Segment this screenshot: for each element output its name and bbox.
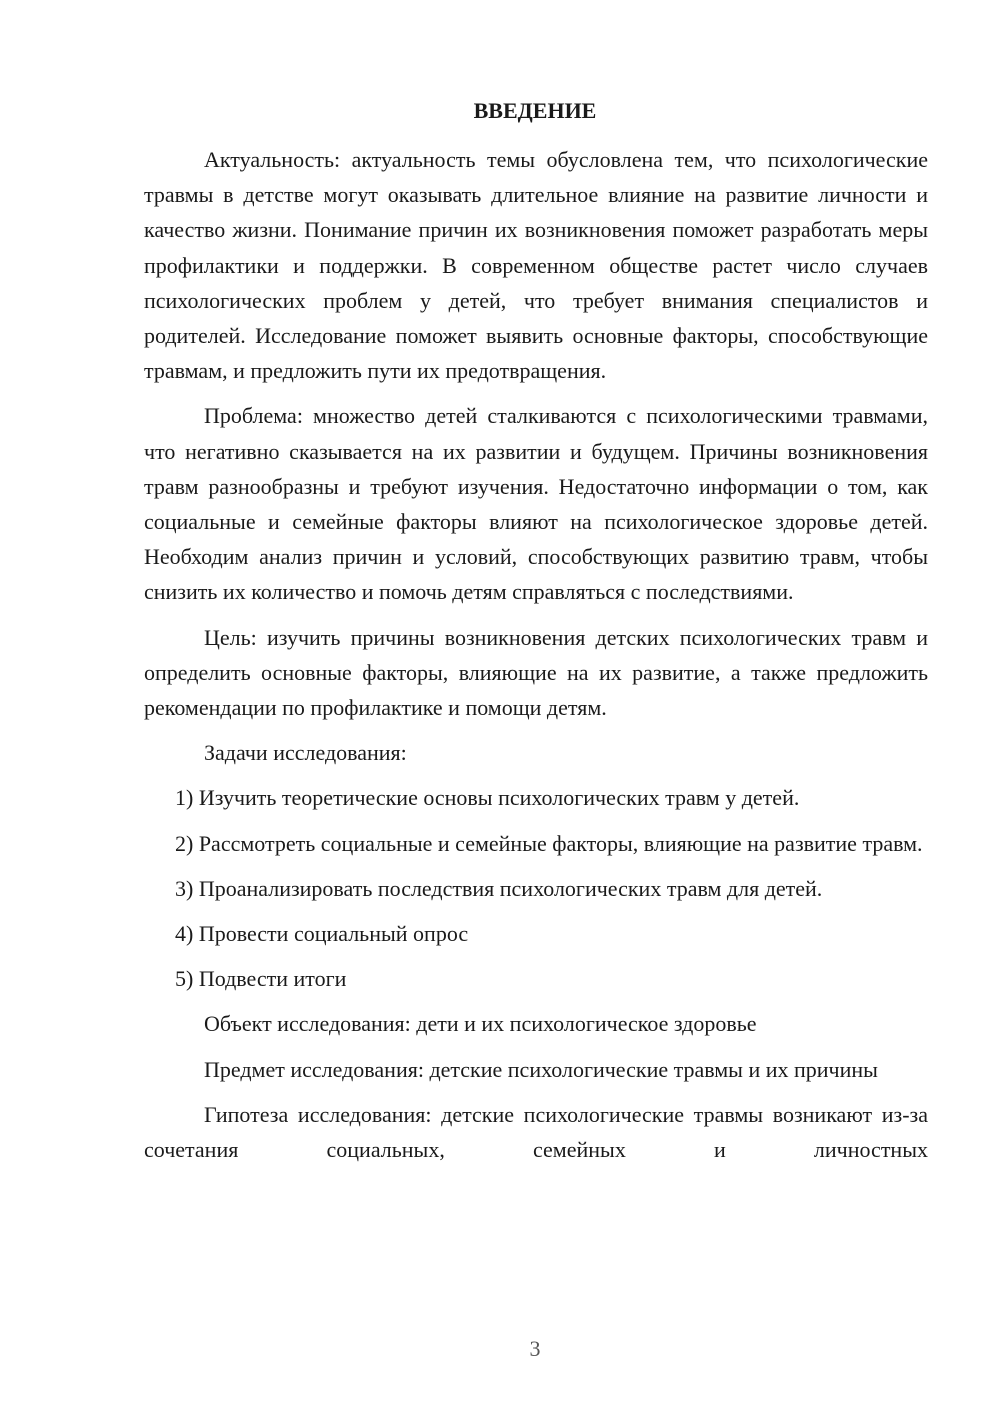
page-title: ВВЕДЕНИЕ	[473, 98, 597, 123]
paragraph-tasks-title: Задачи исследования:	[204, 740, 407, 766]
task-item-2: 2) Рассмотреть социальные и семейные факторы, влияющие на развитие травм.	[175, 830, 923, 856]
document-body	[144, 142, 928, 1177]
paragraph-object: Объект исследования: дети и их психологическое здоровье	[204, 1011, 757, 1037]
paragraph-relevance: Актуальность: актуальность темы обусловлена тем, что психологические травмы в детстве могут оказывать длительное влияние на развитие личности и качество жизни. Понимание причин их возникновения поможет разработать меры профилактики и поддержки. В современном обществе растет число случаев психологических проблем у детей, что требует внимания специалистов и родителей. Исследование поможет выявить основные факторы, способствующие травмам, и предложить пути их предотвращения.	[144, 147, 928, 384]
page-number: 3	[529, 1336, 541, 1361]
paragraph-problem: Проблема: множество детей сталкиваются с психологическими травмами, что негативно сказывается на их развитии и будущем. Причины возникновения травм разнообразны и требуют изучения. Недостаточно информации о том, как социальные и семейные факторы влияют на психологическое здоровье детей. Необходим анализ причин и условий, способствующих развитию травм, чтобы снизить их количество и помочь детям справляться с последствиями.	[144, 403, 928, 605]
task-item-4: 4) Провести социальный опрос	[175, 921, 469, 947]
paragraph-hypothesis: Гипотеза исследования: детские психологические травмы возникают из-за сочетания социальных, семейных и личностных	[144, 1101, 928, 1163]
task-item-3: 3) Проанализировать последствия психологических травм для детей.	[175, 875, 823, 901]
task-item-1: 1) Изучить теоретические основы психологических травм у детей.	[175, 785, 800, 811]
paragraph-subject: Предмет исследования: детские психологические травмы и их причины	[204, 1056, 878, 1082]
task-item-5: 5) Подвести итоги	[175, 966, 347, 992]
paragraph-goal: Цель: изучить причины возникновения детских психологических травм и определить основные факторы, влияющие на их развитие, а также предложить рекомендации по профилактике и помощи детям.	[144, 624, 928, 721]
